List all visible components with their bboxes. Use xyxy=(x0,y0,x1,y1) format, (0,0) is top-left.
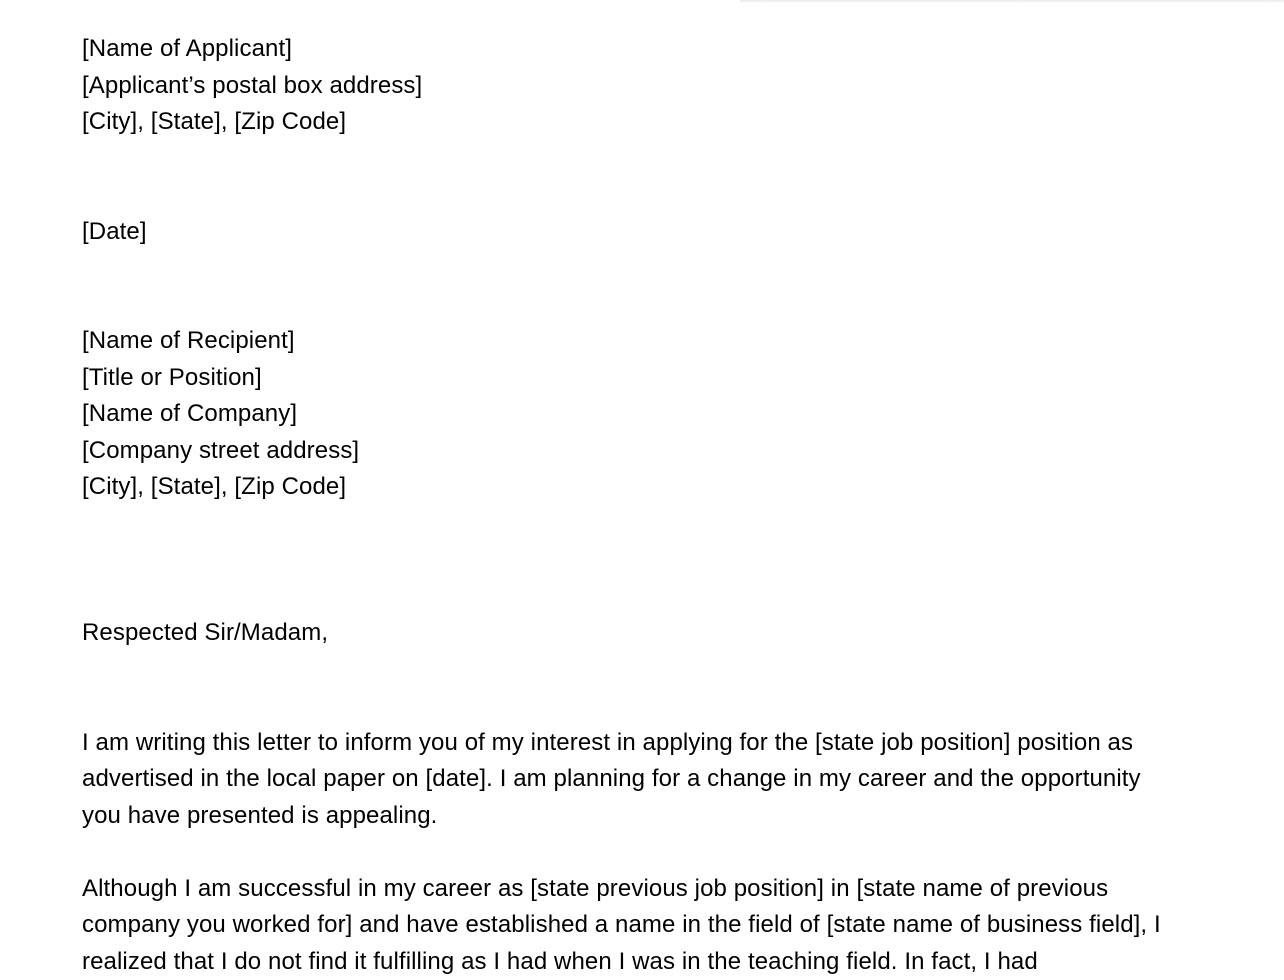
spacer xyxy=(82,141,1222,214)
paragraph-line: Although I am successful in my career as [state previous job position] in [state name of previous xyxy=(82,874,1109,902)
paragraph-line: you have presented is appealing. xyxy=(82,801,438,829)
body-paragraph-2 xyxy=(82,871,1222,980)
recipient-city-state-zip: [City], [State], [Zip Code] xyxy=(82,473,347,500)
paragraph-line: I am writing this letter to inform you of my interest in applying for the [state job position] position as xyxy=(82,728,1134,756)
recipient-street: [Company street address] xyxy=(82,436,360,464)
recipient-block xyxy=(82,323,1222,506)
sender-name: [Name of Applicant] xyxy=(82,35,293,62)
sender-block xyxy=(82,31,1222,141)
letter-page xyxy=(82,31,1222,980)
spacer xyxy=(82,652,1222,725)
spacer xyxy=(82,579,1222,616)
sender-address: [Applicant’s postal box address] xyxy=(82,71,423,99)
recipient-company: [Name of Company] xyxy=(82,400,298,427)
sender-city-state-zip: [City], [State], [Zip Code] xyxy=(82,108,347,135)
paragraph-line: realized that I do not find it fulfilling as I had when I was in the teaching field. In fact, I had xyxy=(82,947,1038,975)
recipient-name: [Name of Recipient] xyxy=(82,327,295,354)
body-paragraph-1 xyxy=(82,725,1222,835)
recipient-title: [Title or Position] xyxy=(82,363,262,391)
spacer xyxy=(82,834,1222,871)
paragraph-line: advertised in the local paper on [date]. I am planning for a change in my career and the opportunity xyxy=(82,765,1141,792)
salutation: Respected Sir/Madam, xyxy=(82,619,329,646)
spacer xyxy=(82,506,1222,579)
spacer xyxy=(82,250,1222,323)
page-edge-shadow xyxy=(740,0,1284,3)
letter-date: [Date] xyxy=(82,217,147,245)
paragraph-line: company you worked for] and have established a name in the field of [state name of business field], I xyxy=(82,911,1161,938)
